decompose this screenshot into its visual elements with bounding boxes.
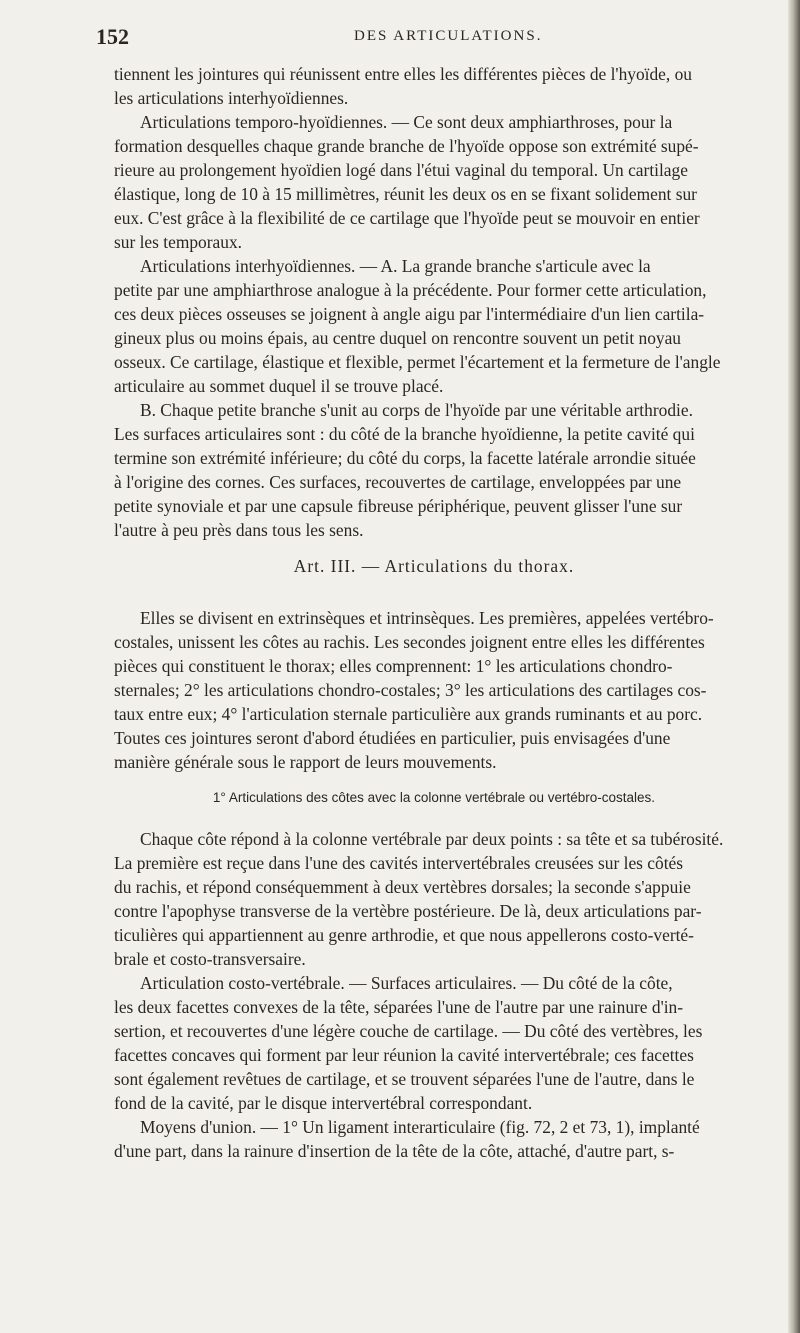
text-block-hyoid	[114, 62, 778, 542]
text-line: ces deux pièces osseuses se joignent à angle aigu par l'intermédiaire d'un lien cartila-	[114, 304, 705, 324]
text-line: rieure au prolongement hyoïdien logé dans l'étui vaginal du temporal. Un cartilage	[114, 160, 688, 180]
page-header	[96, 24, 786, 54]
text-line: brale et costo-transversaire.	[114, 949, 306, 969]
text-line: élastique, long de 10 à 15 millimètres, réunit les deux os en se fixant solidement sur	[114, 184, 697, 204]
text-block-vertebro-costal	[114, 827, 778, 1163]
text-line: termine son extrémité inférieure; du côté du corps, la facette latérale arrondie située	[114, 448, 696, 468]
text-line: du rachis, et répond conséquemment à deux vertèbres dorsales; la seconde s'appuie	[114, 877, 691, 897]
text-line: Articulations interhyoïdiennes. — A. La grande branche s'articule avec la	[140, 256, 651, 276]
text-line: sternales; 2° les articulations chondro-costales; 3° les articulations des cartilages cos-	[114, 680, 707, 700]
text-line: costales, unissent les côtes au rachis. Les secondes joignent entre elles les différentes	[114, 632, 705, 652]
text-line: sur les temporaux.	[114, 232, 242, 252]
text-line: Articulations temporo-hyoïdiennes. — Ce sont deux amphiarthroses, pour la	[140, 112, 673, 132]
text-line: articulaire au sommet duquel il se trouve placé.	[114, 376, 444, 396]
text-line: gineux plus ou moins épais, au centre duquel on rencontre souvent un petit noyau	[114, 328, 681, 348]
text-line: osseux. Ce cartilage, élastique et flexible, permet l'écartement et la fermeture de l'angle	[114, 352, 721, 372]
subsection-title: 1° Articulations des côtes avec la colonne vertébrale ou vertébro-costales.	[212, 790, 656, 805]
text-line: eux. C'est grâce à la flexibilité de ce cartilage que l'hyoïde peut se mouvoir en entier	[114, 208, 700, 228]
text-line: tiennent les jointures qui réunissent entre elles les différentes pièces de l'hyoïde, ou	[114, 64, 692, 84]
text-line: facettes concaves qui forment par leur réunion la cavité intervertébrale; ces facettes	[114, 1045, 694, 1065]
text-line: La première est reçue dans l'une des cavités intervertébrales creusées sur les côtés	[114, 853, 684, 873]
text-block-thorax-intro	[114, 606, 778, 774]
text-line: les articulations interhyoïdiennes.	[114, 88, 349, 108]
text-line: Moyens d'union. — 1° Un ligament interarticulaire (fig. 72, 2 et 73, 1), implanté	[140, 1117, 700, 1137]
page-number: 152	[96, 24, 129, 49]
text-line: Chaque côte répond à la colonne vertébrale par deux points : sa tête et sa tubérosité.	[140, 829, 724, 849]
text-line: ticulières qui appartiennent au genre arthrodie, et que nous appellerons costo-verté-	[114, 925, 694, 945]
text-line: Toutes ces jointures seront d'abord étudiées en particulier, puis envisagées d'une	[114, 728, 671, 748]
text-line: formation desquelles chaque grande branche de l'hyoïde oppose son extrémité supé-	[114, 136, 699, 156]
text-line: contre l'apophyse transverse de la vertèbre postérieure. De là, deux articulations par-	[114, 901, 702, 921]
text-line: petite synoviale et par une capsule fibreuse périphérique, peuvent glisser l'une sur	[114, 496, 683, 516]
section-title: Art. III. — Articulations du thorax.	[293, 556, 575, 576]
text-line: B. Chaque petite branche s'unit au corps de l'hyoïde par une véritable arthrodie.	[140, 400, 693, 420]
text-line: les deux facettes convexes de la tête, séparées l'une de l'autre par une rainure d'in-	[114, 997, 684, 1017]
text-line: manière générale sous le rapport de leurs mouvements.	[114, 752, 497, 772]
text-line: Les surfaces articulaires sont : du côté de la branche hyoïdienne, la petite cavité qui	[114, 424, 695, 444]
text-line: sont également revêtues de cartilage, et se trouvent séparées l'une de l'autre, dans le	[114, 1069, 695, 1089]
text-line: petite par une amphiarthrose analogue à la précédente. Pour former cette articulation,	[114, 280, 707, 300]
text-line: d'une part, dans la rainure d'insertion de la tête de la côte, attaché, d'autre part, s-	[114, 1141, 675, 1161]
text-line: sertion, et recouvertes d'une légère couche de cartilage. — Du côté des vertèbres, les	[114, 1021, 703, 1041]
text-line: l'autre à peu près dans tous les sens.	[114, 520, 364, 540]
text-line: taux entre eux; 4° l'articulation sternale particulière aux grands ruminants et au porc.	[114, 704, 703, 724]
running-title: DES ARTICULATIONS.	[354, 28, 543, 44]
text-line: Articulation costo-vertébrale. — Surfaces articulaires. — Du côté de la côte,	[140, 973, 673, 993]
text-line: à l'origine des cornes. Ces surfaces, recouvertes de cartilage, enveloppées par une	[114, 472, 682, 492]
text-line: Elles se divisent en extrinsèques et intrinsèques. Les premières, appelées vertébro-	[140, 608, 714, 628]
page-edge-shadow	[788, 0, 800, 1333]
text-line: fond de la cavité, par le disque intervertébral correspondant.	[114, 1093, 533, 1113]
text-line: pièces qui constituent le thorax; elles comprennent: 1° les articulations chondro-	[114, 656, 673, 676]
